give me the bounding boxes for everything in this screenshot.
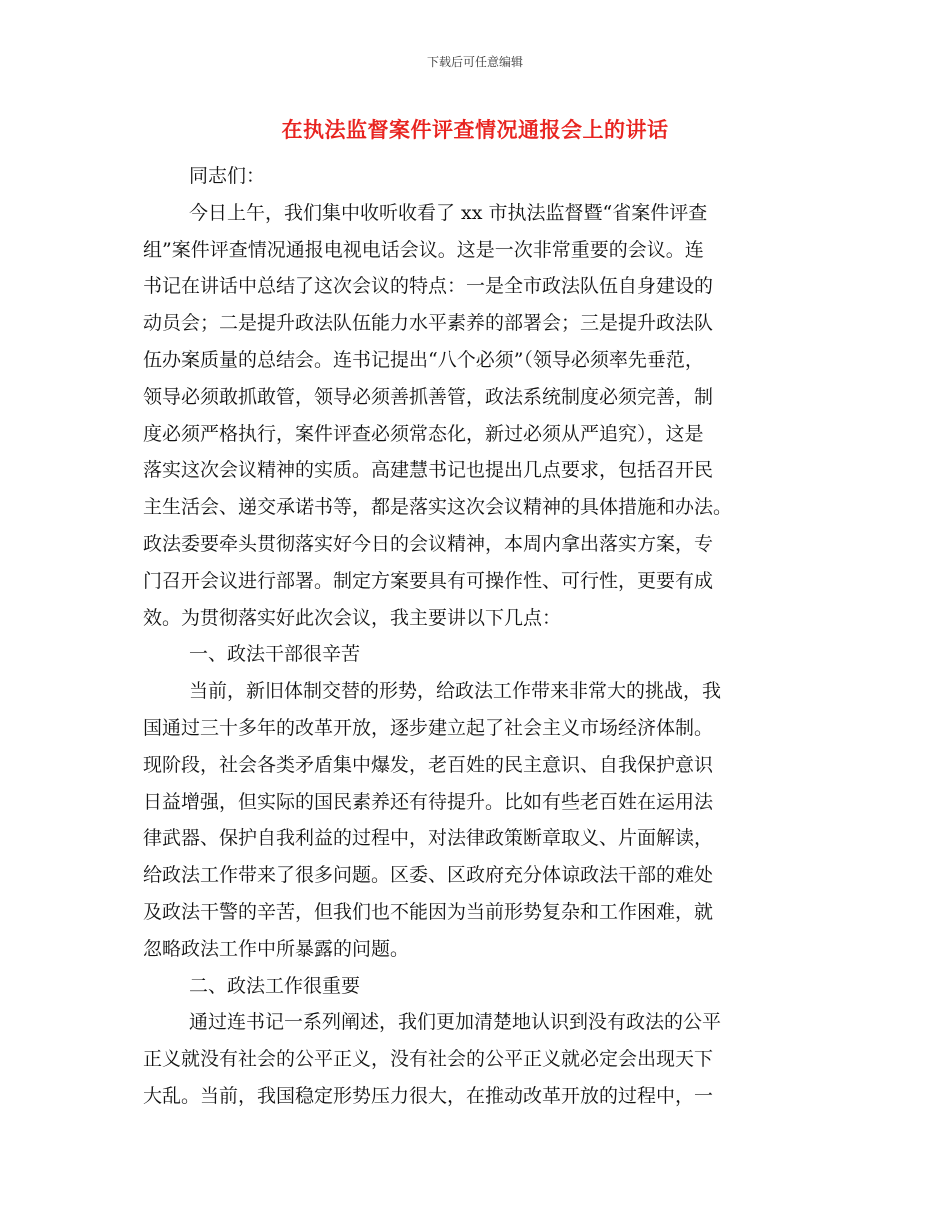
body-line: 领导必须敢抓敢管，领导必须善抓善管，政法系统制度必须完善，制	[143, 385, 714, 408]
body-line: 大乱。当前，我国稳定形势压力很大，在推动改革开放的过程中，一	[143, 1084, 714, 1107]
body-line: 日益增强，但实际的国民素养还有待提升。比如有些老百姓在运用法	[143, 790, 714, 813]
body-line: 给政法工作带来了很多问题。区委、区政府充分体谅政法干部的难处	[143, 864, 714, 887]
body-line: 动员会；二是提升政法队伍能力水平素养的部署会；三是提升政法队	[143, 312, 714, 335]
body-line: 正义就没有社会的公平正义，没有社会的公平正义就必定会出现天下	[143, 1048, 714, 1071]
body-line: 二、政法工作很重要	[189, 974, 361, 997]
body-line: 书记在讲话中总结了这次会议的特点：一是全市政法队伍自身建设的	[143, 275, 714, 298]
body-line: 国通过三十多年的改革开放，逐步建立起了社会主义市场经济体制。	[143, 716, 714, 739]
body-line: 效。为贯彻落实好此次会议，我主要讲以下几点：	[143, 606, 562, 629]
body-line: 通过连书记一系列阐述，我们更加清楚地认识到没有政法的公平	[189, 1011, 722, 1034]
body-line: 伍办案质量的总结会。连书记提出“八个必须”（领导必须率先垂范，	[143, 348, 704, 371]
body-line: 律武器、保护自我利益的过程中，对法律政策断章取义、片面解读，	[143, 827, 714, 850]
body-line: 度必须严格执行，案件评查必须常态化，新过必须从严追究），这是	[143, 422, 704, 445]
body-line: 当前，新旧体制交替的形势，给政法工作带来非常大的挑战，我	[189, 680, 722, 703]
body-line: 忽略政法工作中所暴露的问题。	[143, 937, 410, 960]
body-line: 及政法干警的辛苦，但我们也不能因为当前形势复杂和工作困难，就	[143, 900, 714, 923]
document-body	[143, 158, 805, 1115]
body-line: 落实这次会议精神的实质。高建慧书记也提出几点要求，包括召开民	[143, 459, 714, 482]
body-line: 主生活会、递交承诺书等，都是落实这次会议精神的具体措施和办法。	[143, 496, 733, 519]
document-title: 在执法监督案件评查情况通报会上的讲话	[281, 118, 669, 142]
body-line: 同志们：	[189, 165, 266, 187]
body-line: 门召开会议进行部署。制定方案要具有可操作性、可行性，更要有成	[143, 569, 714, 592]
body-line: 现阶段，社会各类矛盾集中爆发，老百姓的民主意识、自我保护意识	[143, 753, 714, 776]
body-line: 组”案件评查情况通报电视电话会议。这是一次非常重要的会议。连	[143, 238, 704, 261]
page-header-note: 下载后可任意编辑	[426, 55, 523, 69]
body-line: 政法委要牵头贯彻落实好今日的会议精神，本周内拿出落实方案，专	[143, 532, 714, 555]
body-line: 一、政法干部很辛苦	[189, 643, 361, 666]
body-line: 今日上午，我们集中收听收看了 xx 市执法监督暨“省案件评查	[189, 201, 708, 224]
